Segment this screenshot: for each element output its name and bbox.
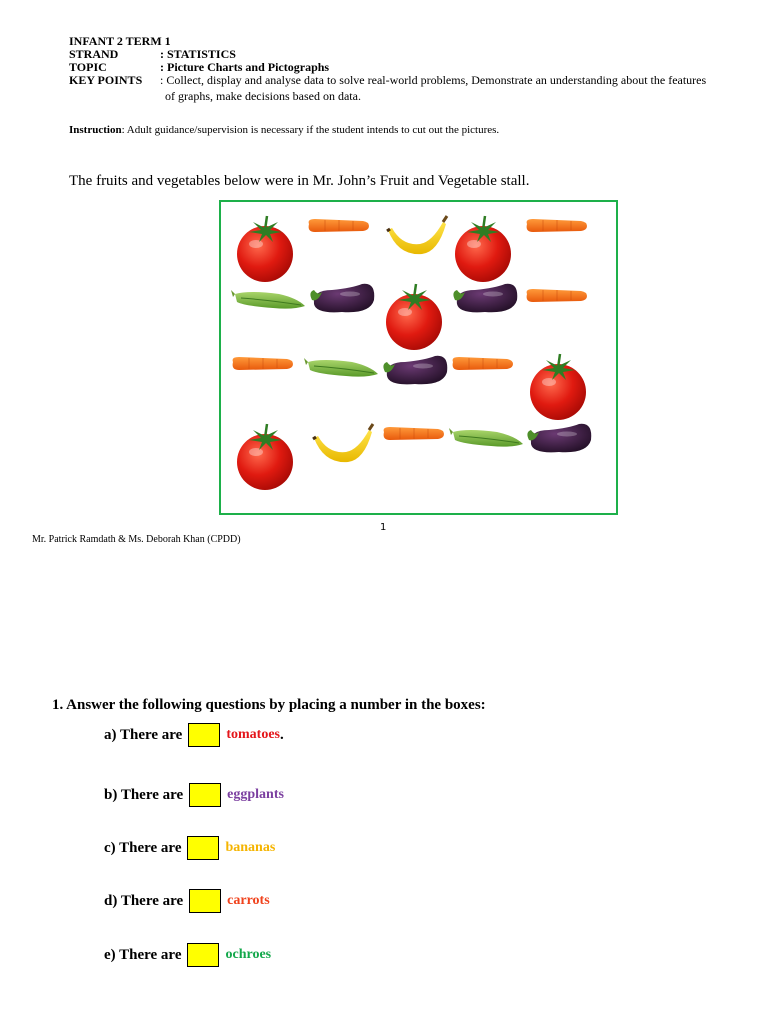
intro-text: The fruits and vegetables below were in Mr. John’s Fruit and Vegetable stall. [69, 173, 530, 189]
answer-box-eggplants[interactable] [189, 783, 221, 807]
eggplant-2 [453, 284, 517, 313]
tomato-1 [237, 216, 293, 282]
carrot-1 [309, 219, 369, 232]
tomato-4 [530, 354, 586, 420]
header-keypoints-value-cont: of graphs, make decisions based on data. [165, 89, 361, 103]
instruction-text: : Adult guidance/supervision is necessary if the student intends to cut out the pictures. [121, 124, 500, 136]
carrot-5 [453, 357, 513, 370]
question-b [104, 783, 284, 807]
answer-box-ochroes[interactable] [187, 943, 219, 967]
question-d-prefix: d) There are [104, 892, 184, 909]
eggplant-4 [527, 424, 591, 453]
question-a [104, 723, 284, 747]
answer-box-bananas[interactable] [187, 836, 219, 860]
carrot-6 [384, 427, 444, 440]
question-d-item: carrots [227, 893, 270, 908]
header-topic-value: : Picture Charts and Pictographs [160, 60, 330, 74]
eggplant-3 [383, 356, 447, 385]
question-b-item: eggplants [227, 787, 284, 802]
question-e-item: ochroes [225, 947, 272, 962]
header-strand-label: STRAND [69, 47, 119, 61]
question-d [104, 889, 270, 913]
question-a-prefix: a) There are [104, 726, 183, 743]
instruction [69, 124, 499, 136]
question-c-item: bananas [225, 840, 276, 855]
eggplant-1 [310, 284, 374, 313]
question-c [104, 836, 275, 860]
page-number: 1 [380, 522, 387, 533]
footer-authors: Mr. Patrick Ramdath & Ms. Deborah Khan (CPDD) [32, 534, 241, 545]
tomato-2 [455, 216, 511, 282]
question-a-item: tomatoes [226, 727, 280, 742]
question-b-prefix: b) There are [104, 786, 184, 803]
question-c-prefix: c) There are [104, 839, 182, 856]
carrot-4 [233, 357, 293, 370]
produce-picture-svg [221, 202, 616, 513]
tomato-5 [237, 424, 293, 490]
header-grade: INFANT 2 TERM 1 [69, 34, 171, 48]
instruction-label: Instruction [69, 124, 122, 136]
header-keypoints-value: : Collect, display and analyse data to solve real-world problems, Demonstrate an understanding about the features [160, 73, 707, 87]
ochro-2 [304, 358, 378, 377]
question-e-prefix: e) There are [104, 946, 182, 963]
answer-box-carrots[interactable] [189, 889, 221, 913]
question-title: 1. Answer the following questions by placing a number in the boxes: [52, 697, 486, 713]
carrot-2 [527, 219, 587, 232]
banana-1 [387, 216, 447, 254]
header-strand-value: : STATISTICS [160, 47, 236, 61]
banana-2 [313, 424, 373, 462]
question-a-suffix: . [279, 726, 284, 743]
carrot-3 [527, 289, 587, 302]
ochro-1 [231, 290, 305, 309]
header-topic-label: TOPIC [69, 60, 107, 74]
answer-box-tomatoes[interactable] [188, 723, 220, 747]
ochro-3 [449, 428, 523, 447]
produce-picture [219, 200, 618, 515]
tomato-3 [386, 284, 442, 350]
header-keypoints-label: KEY POINTS [69, 73, 143, 87]
question-e [104, 943, 271, 967]
